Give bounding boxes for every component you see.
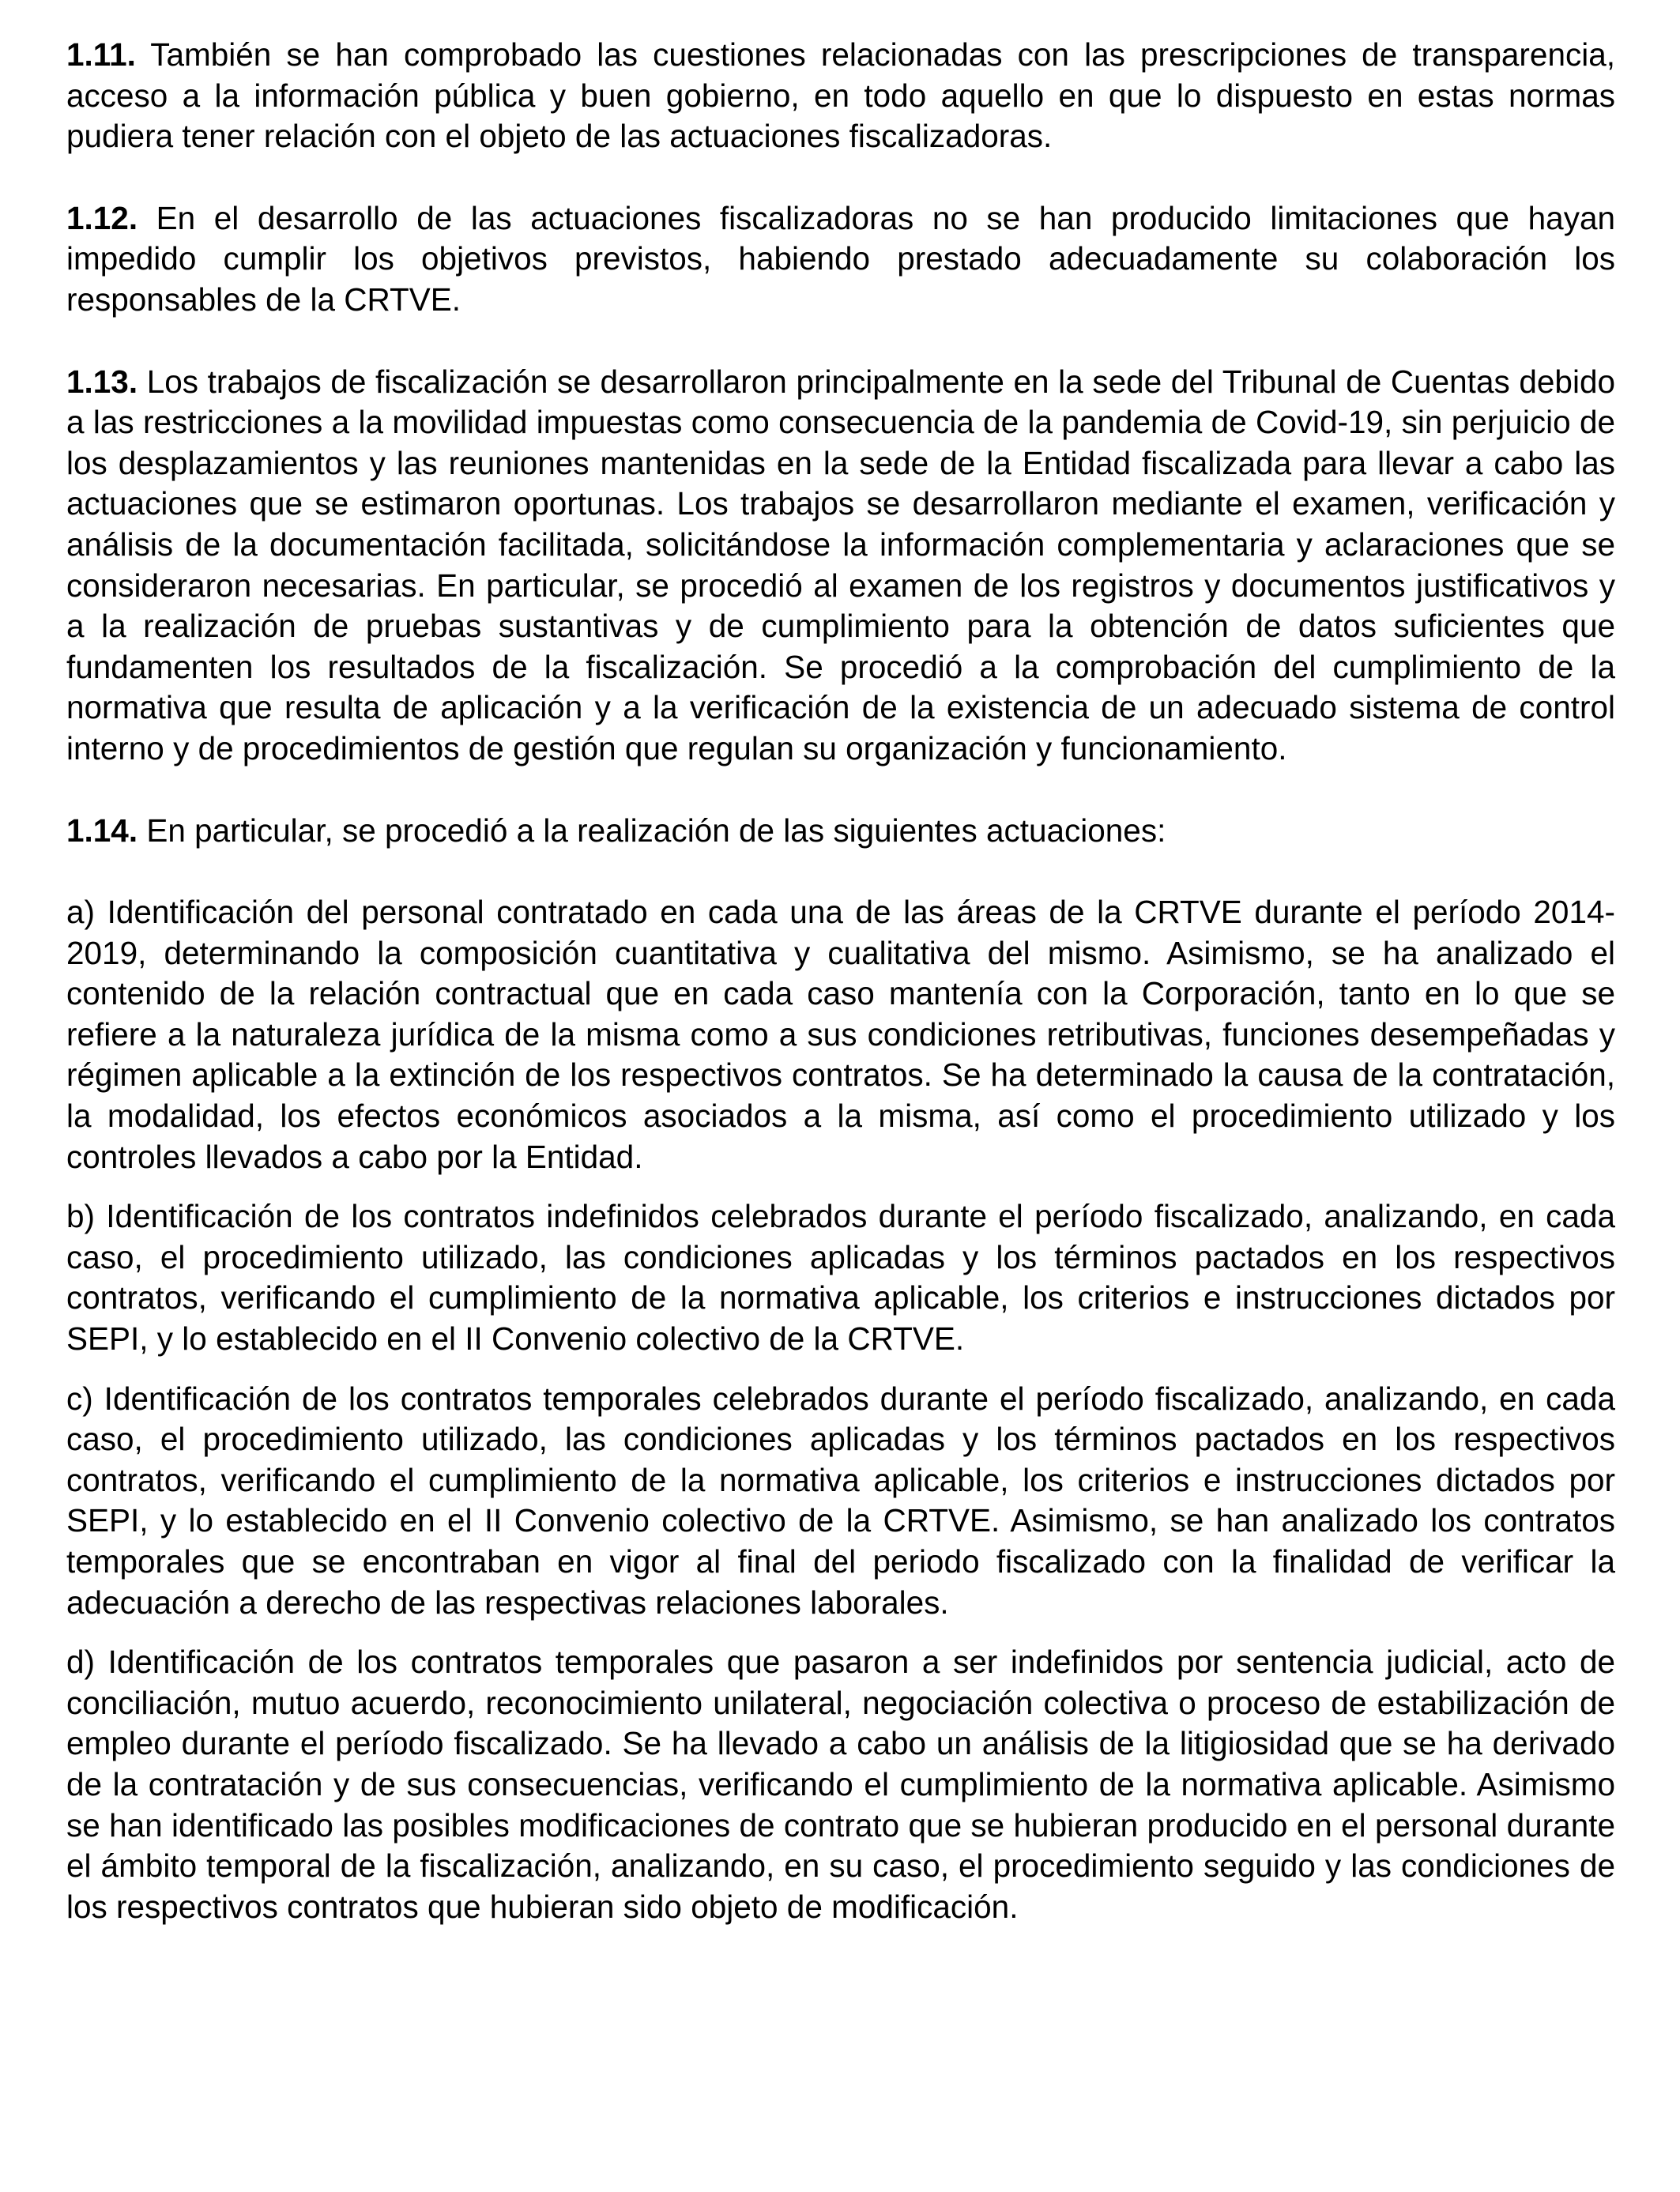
paragraph-1-13 — [66, 362, 1615, 770]
paragraph-1-12 — [66, 198, 1615, 321]
paragraph-number: 1.14. — [66, 812, 138, 849]
paragraph-number: 1.13. — [66, 363, 138, 400]
list-item-c: c) Identificación de los contratos temporales celebrados durante el período fiscalizado, analizando, en cada caso, el procedimiento utilizado, las condiciones aplicadas y los términos pactados en los respectivos contratos, verificando el cumplimiento de la normativa aplicable, los criterios e instrucciones dictados por SEPI, y lo establecido en el II Convenio colectivo de la CRTVE. Asimismo, se han analizado los contratos temporales que se encontraban en vigor al final del periodo fiscalizado con la finalidad de verificar la adecuación a derecho de las respectivas relaciones laborales. — [66, 1380, 1615, 1621]
list-item-b: b) Identificación de los contratos indefinidos celebrados durante el período fiscalizado, analizando, en cada caso, el procedimiento utilizado, las condiciones aplicadas y los términos pactados en los respectivos contratos, verificando el cumplimiento de la normativa aplicable, los criterios e instrucciones dictados por SEPI, y lo establecido en el II Convenio colectivo de la CRTVE. — [66, 1198, 1615, 1358]
paragraph-number: 1.11. — [66, 36, 136, 73]
paragraph-text: Los trabajos de fiscalización se desarrollaron principalmente en la sede del Tribunal de Cuentas debido a las restricciones a la movilidad impuestas como consecuencia de la pandemia de Covid-19, sin perjuicio de los desplazamientos y las reuniones mantenidas en la sede de la Entidad fiscalizada para llevar a cabo las actuaciones que se estimaron oportunas. Los trabajos se desarrollaron mediante el examen, verificación y análisis de la documentación facilitada, solicitándose la información complementaria y aclaraciones que se consideraron necesarias. En particular, se procedió al examen de los registros y documentos justificativos y a la realización de pruebas sustantivas y de cumplimiento para la obtención de datos suficientes que fundamenten los resultados de la fiscalización. Se procedió a la comprobación del cumplimiento de la normativa que resulta de aplicación y a la verificación de la existencia de un adecuado sistema de control interno y de procedimientos de gestión que regulan su organización y funcionamiento. — [66, 363, 1615, 766]
document-page — [66, 35, 1615, 1946]
paragraph-text: En particular, se procedió a la realización de las siguientes actuaciones: — [137, 812, 1166, 849]
list-item-d: d) Identificación de los contratos temporales que pasaron a ser indefinidos por sentencia judicial, acto de conciliación, mutuo acuerdo, reconocimiento unilateral, negociación colectiva o proceso de estabilización de empleo durante el período fiscalizado. Se ha llevado a cabo un análisis de la litigiosidad que se ha derivado de la contratación y de sus consecuencias, verificando el cumplimiento de la normativa aplicable. Asimismo se han identificado las posibles modificaciones de contrato que se hubieran producido en el personal durante el ámbito temporal de la fiscalización, analizando, en su caso, el procedimiento seguido y las condiciones de los respectivos contratos que hubieran sido objeto de modificación. — [66, 1644, 1615, 1925]
paragraph-text: En el desarrollo de las actuaciones fiscalizadoras no se han producido limitaciones que hayan impedido cumplir los objetivos previstos, habiendo prestado adecuadamente su colaboración los responsables de la CRTVE. — [66, 199, 1615, 318]
paragraph-1-11 — [66, 35, 1615, 157]
paragraph-1-14 — [66, 811, 1615, 852]
paragraph-number: 1.12. — [66, 199, 138, 236]
paragraph-text: También se han comprobado las cuestiones relacionadas con las prescripciones de transparencia, acceso a la información pública y buen gobierno, en todo aquello en que lo dispuesto en estas normas pudiera tener relación con el objeto de las actuaciones fiscalizadoras. — [66, 36, 1615, 155]
list-item-a: a) Identificación del personal contratado en cada una de las áreas de la CRTVE durante el período 2014-2019, determinando la composición cuantitativa y cualitativa del mismo. Asimismo, se ha analizado el contenido de la relación contractual que en cada caso mantenía con la Corporación, tanto en lo que se refiere a la naturaleza jurídica de la misma como a sus condiciones retributivas, funciones desempeñadas y régimen aplicable a la extinción de los respectivos contratos. Se ha determinado la causa de la contratación, la modalidad, los efectos económicos asociados a la misma, así como el procedimiento utilizado y los controles llevados a cabo por la Entidad. — [66, 894, 1615, 1175]
